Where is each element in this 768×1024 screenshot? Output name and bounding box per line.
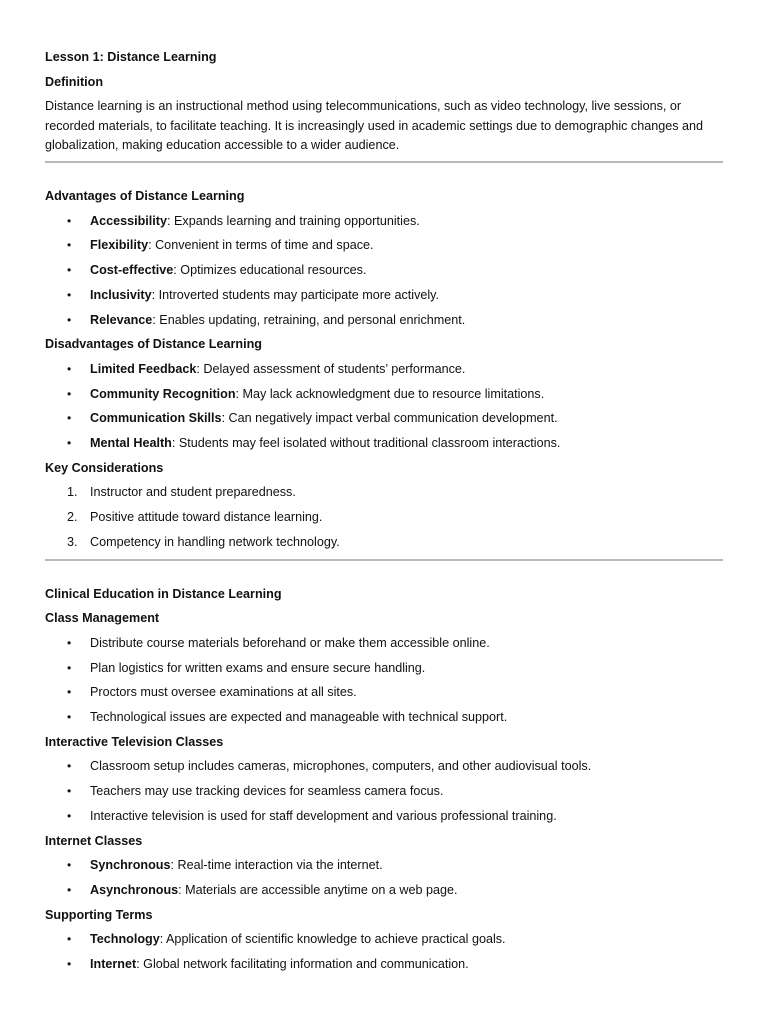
term-description: : Global network facilitating information and communication. xyxy=(136,957,469,972)
list-item xyxy=(45,952,723,977)
term: Synchronous xyxy=(90,858,171,873)
considerations-heading: Key Considerations xyxy=(45,460,164,475)
advantages-list xyxy=(45,209,723,333)
list-item xyxy=(45,357,723,382)
list-item xyxy=(45,754,723,779)
term-description: : Real-time interaction via the internet. xyxy=(170,858,383,873)
bullet-icon: • xyxy=(67,784,72,799)
term-description: : Expands learning and training opportunities. xyxy=(167,213,420,228)
term: Relevance xyxy=(90,312,153,327)
bullet-icon: • xyxy=(67,436,72,451)
disadvantages-heading: Disadvantages of Distance Learning xyxy=(45,337,262,352)
item-number: 1. xyxy=(67,485,78,500)
item-text: Technological issues are expected and manageable with technical support. xyxy=(90,710,508,725)
item-text: Distribute course materials beforehand or make them accessible online. xyxy=(90,635,490,650)
list-item xyxy=(45,853,723,878)
term: Mental Health xyxy=(90,436,172,451)
item-number: 2. xyxy=(67,510,78,525)
item-text: Classroom setup includes cameras, microphones, computers, and other audiovisual tools. xyxy=(90,759,592,774)
list-item xyxy=(45,631,723,656)
item-text: Proctors must oversee examinations at all sites. xyxy=(90,685,357,700)
bullet-icon: • xyxy=(67,213,72,228)
bullet-icon: • xyxy=(67,759,72,774)
class-management-heading: Class Management xyxy=(45,611,160,626)
list-item xyxy=(45,308,723,333)
list-item xyxy=(45,656,723,681)
bullet-icon: • xyxy=(67,685,72,700)
list-item xyxy=(45,530,723,555)
list-item xyxy=(45,505,723,530)
list-item xyxy=(45,431,723,456)
term: Internet xyxy=(90,957,137,972)
list-item xyxy=(45,804,723,829)
internet-classes-list xyxy=(45,853,723,902)
definition-heading: Definition xyxy=(45,74,104,89)
itv-classes-list xyxy=(45,754,723,828)
bullet-icon: • xyxy=(67,710,72,725)
item-text: Competency in handling network technology. xyxy=(90,534,340,549)
disadvantages-list xyxy=(45,357,723,456)
bullet-icon: • xyxy=(67,238,72,253)
bullet-icon: • xyxy=(67,287,72,302)
term-description: : Optimizes educational resources. xyxy=(173,263,367,278)
list-item xyxy=(45,406,723,431)
term: Cost-effective xyxy=(90,263,174,278)
bullet-icon: • xyxy=(67,635,72,650)
item-text: Interactive television is used for staff development and various professional training. xyxy=(90,808,557,823)
list-item xyxy=(45,283,723,308)
considerations-list xyxy=(45,480,723,554)
supporting-terms-heading: Supporting Terms xyxy=(45,907,153,922)
bullet-icon: • xyxy=(67,883,72,897)
internet-classes-heading: Internet Classes xyxy=(45,833,143,848)
term: Technology xyxy=(90,932,160,947)
list-item xyxy=(45,779,723,804)
term-description: : Students may feel isolated without traditional classroom interactions. xyxy=(171,436,561,451)
list-item xyxy=(45,705,723,730)
itv-classes-heading: Interactive Television Classes xyxy=(45,734,224,749)
bullet-icon: • xyxy=(67,386,72,401)
clinical-heading: Clinical Education in Distance Learning xyxy=(45,586,282,601)
item-number: 3. xyxy=(67,534,78,549)
term: Limited Feedback xyxy=(90,361,197,376)
term-description: : Can negatively impact verbal communication development. xyxy=(221,411,558,426)
item-text: Plan logistics for written exams and ensure secure handling. xyxy=(90,660,426,675)
list-item xyxy=(45,258,723,283)
term-description: : Introverted students may participate more actively. xyxy=(151,287,440,302)
list-item xyxy=(45,680,723,705)
bullet-icon: • xyxy=(67,932,72,947)
advantages-heading: Advantages of Distance Learning xyxy=(45,189,245,204)
bullet-icon: • xyxy=(67,312,72,327)
term: Inclusivity xyxy=(90,287,152,302)
definition-text: Distance learning is an instructional method using telecommunications, such as video technology, live sessions, or recorded materials, to facilitate teaching. It is increasingly used in academic settings due to demographic changes and globalization, making education accessible to a wider audience. xyxy=(45,99,704,152)
term-description: : Delayed assessment of students’ performance. xyxy=(196,361,466,376)
bullet-icon: • xyxy=(67,957,72,972)
term-description: : May lack acknowledgment due to resource limitations. xyxy=(235,386,545,401)
bullet-icon: • xyxy=(67,361,72,376)
bullet-icon: • xyxy=(67,411,72,426)
list-item xyxy=(45,233,723,258)
lesson-title: Lesson 1: Distance Learning xyxy=(45,50,217,64)
term-description: : Application of scientific knowledge to achieve practical goals. xyxy=(159,932,506,947)
item-text: Instructor and student preparedness. xyxy=(90,485,296,500)
term-description: : Convenient in terms of time and space. xyxy=(148,238,374,253)
term-description: : Materials are accessible anytime on a web page. xyxy=(178,883,458,897)
term: Flexibility xyxy=(90,238,149,253)
term: Accessibility xyxy=(90,213,168,228)
list-item xyxy=(45,382,723,407)
list-item xyxy=(45,480,723,505)
list-item xyxy=(45,209,723,234)
term: Community Recognition xyxy=(90,386,236,401)
term-description: : Enables updating, retraining, and personal enrichment. xyxy=(152,312,466,327)
term: Asynchronous xyxy=(90,883,179,897)
item-text: Positive attitude toward distance learning. xyxy=(90,510,323,525)
class-management-list xyxy=(45,631,723,730)
list-item xyxy=(45,878,723,903)
supporting-terms-list xyxy=(45,927,723,976)
bullet-icon: • xyxy=(67,660,72,675)
bullet-icon: • xyxy=(67,808,72,823)
item-text: Teachers may use tracking devices for seamless camera focus. xyxy=(90,784,444,799)
bullet-icon: • xyxy=(67,858,72,873)
term: Communication Skills xyxy=(90,411,222,426)
bullet-icon: • xyxy=(67,263,72,278)
list-item xyxy=(45,927,723,952)
